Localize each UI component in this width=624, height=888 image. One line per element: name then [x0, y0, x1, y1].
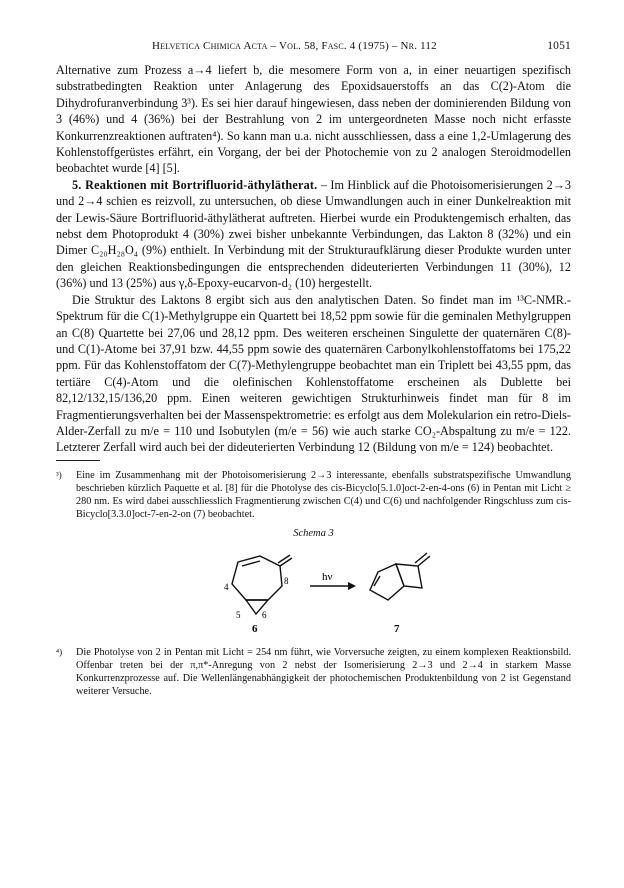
- page-number: 1051: [547, 40, 571, 52]
- ring-7b: [396, 564, 422, 588]
- scheme-diagram: [56, 542, 571, 634]
- compound-label-7: 7: [394, 622, 400, 634]
- carbonyl-bond-6: [280, 558, 292, 566]
- carbonyl-bond-7b: [415, 553, 427, 563]
- footnote-3: [56, 469, 571, 522]
- scheme-title: Schema 3: [293, 527, 334, 539]
- atom-label-8: 8: [284, 575, 289, 586]
- compound-label-6: 6: [252, 622, 258, 634]
- footnote-divider: [56, 460, 100, 461]
- footnote-3-text: Eine im Zusammenhang mit der Photoisomerisierung 2→3 interessante, ebenfalls substratspezifische Umwandlung beschrieben kürzlich Paquette et al. [8] für die Photolyse des cis-Bicyclo[5.1.0]oct-2-en-4-ons (6) in Pentan mit Licht ≥ 280 nm. Es wird dabei ausschliesslich Fragmentierung zwischen C(4) und C(6) und nachfolgender Ringschluss zum cis-Bicyclo[3.3.0]oct-7-en-2-on (7) beobachtet.: [76, 469, 571, 521]
- structure-7: [370, 553, 430, 600]
- carbonyl-bond-7: [418, 556, 430, 566]
- footnote-3-mark: ³): [56, 469, 62, 480]
- ring-6: [232, 556, 282, 600]
- section-title: 5. Reaktionen mit Bortrifluorid-äthylätherat.: [72, 177, 318, 192]
- atom-label-6: 6: [262, 609, 267, 620]
- paragraph-1: Alternative zum Prozess a→4 liefert b, die mesomere Form von a, in einer neuartigen spezifisch substratbedingten Reaktion unter Anlagerung des Epoxidsauerstoffs an das C(2)-Atom die Dihydrofuranverbindung 3³). Es sei hier darauf hingewiesen, dass neben der dominierenden Bildung von 3 (46%) und 4 (36%) bei der Bestrahlung von 2 im untergeordneten Masse noch nicht erfasste Konkurrenzreaktionen auftraten⁴). So kann man u.a. nicht ausschliessen, dass a eine 1,2-Umlagerung des Kohlenstoffgerüstes erfährt, ein Vorgang, der bei der Photochemie von zu 2 analogen Steroidmodellen beobachtet wurde [4] [5].: [56, 63, 571, 176]
- paragraph-3: Die Struktur des Laktons 8 ergibt sich aus den analytischen Daten. So findet man im ¹³C-NMR.-Spektrum für die C(1)-Methylgruppe ein Quartett bei 18,52 ppm sowie für die geminalen Methylgruppen an C(8) Quartette bei 27,06 und 28,12 ppm. Des weiteren erscheinen Singulette der quaternären C(8)- und C(1)-Atome bei 37,91 bzw. 44,55 ppm sowie des quaternären Carbonylkohlenstoffatoms bei 175,22 ppm. Für das Kohlenstoffatom der C(7)-Methylengruppe beobachtet man ein Triplett bei 43,55 ppm, das tertiäre C(4)-Atom und die olefinischen Kohlenstoffatome erscheinen als Dublette bei 82,12/132,15/136,20 ppm. Einen weiteren gewichtigen Strukturhinweis findet man für 8 im Fragmentierungsverhalten bei der Massenspektrometrie: es erfolgt aus dem Molekularion ein retro-Diels-Alder-Zerfall zu m/e = 110 und Isobutylen (m/e = 56) wie auch starke CO₂-Abspaltung zu m/e = 122. Letzterer Zerfall wird auch bei der dideuterierten Verbindung 12 (Bildung von m/e = 124) beobachtet.: [56, 292, 571, 455]
- footnote-4-mark: ⁴): [56, 646, 63, 657]
- footnote-4-text: Die Photolyse von 2 in Pentan mit Licht = 254 nm führt, wie Vorversuche zeigten, zu einem komplexen Reaktionsbild. Offenbar treten bei der π,π*-Anregung von 2 nebst der Isomerisierung 2→3 und 2→4 in starkem Masse Konkurrenzprozesse auf. Die Wellenlängenabhängigkeit der photochemischen Produktenbildung von 2 ist Gegenstand weiterer Versuche.: [76, 646, 571, 698]
- ring-7a: [370, 564, 404, 600]
- page: [56, 40, 571, 698]
- arrowhead: [348, 582, 356, 590]
- double-bond-6: [242, 561, 260, 566]
- carbonyl-bond-6b: [278, 555, 290, 563]
- section-5-paragraph: [56, 177, 571, 292]
- running-header: [56, 40, 571, 52]
- atom-label-5: 5: [236, 609, 241, 620]
- footnote-4: [56, 646, 571, 699]
- main-text: [56, 62, 571, 456]
- structure-6: [232, 555, 292, 614]
- atom-label-4: 4: [224, 581, 229, 592]
- section-text: – Im Hinblick auf die Photoisomerisierungen 2→3 und 2→4 schien es reizvoll, zu untersuchen, ob diese Umwandlungen auch in einer Dunkelreaktion mit der Lewis-Säure Bortrifluorid-äthylätherat auftreten. Hierbei wurde ein Produktengemisch erhalten, das nebst dem Photoprodukt 4 (30%) zwei bisher unbekannte Verbindungen, das Lakton 8 (32%) und ein Dimer C₂₀H₂₈O₄ (9%) enthielt. In Verbindung mit der Strukturaufklärung dieser Produkte wurden unter den gleichen Reaktionsbedingungen die entsprechenden dideuterierten Verbindungen 11 (30%), 12 (36%) und 13 (25%) aus γ,δ-Epoxy-eucarvon-d₂ (10) hergestellt.: [56, 177, 571, 291]
- scheme-3: [56, 528, 571, 636]
- journal-title: Helvetica Chimica Acta – Vol. 58, Fasc. 4 (1975) – Nr. 112: [152, 40, 437, 52]
- arrow-label: hν: [322, 570, 333, 583]
